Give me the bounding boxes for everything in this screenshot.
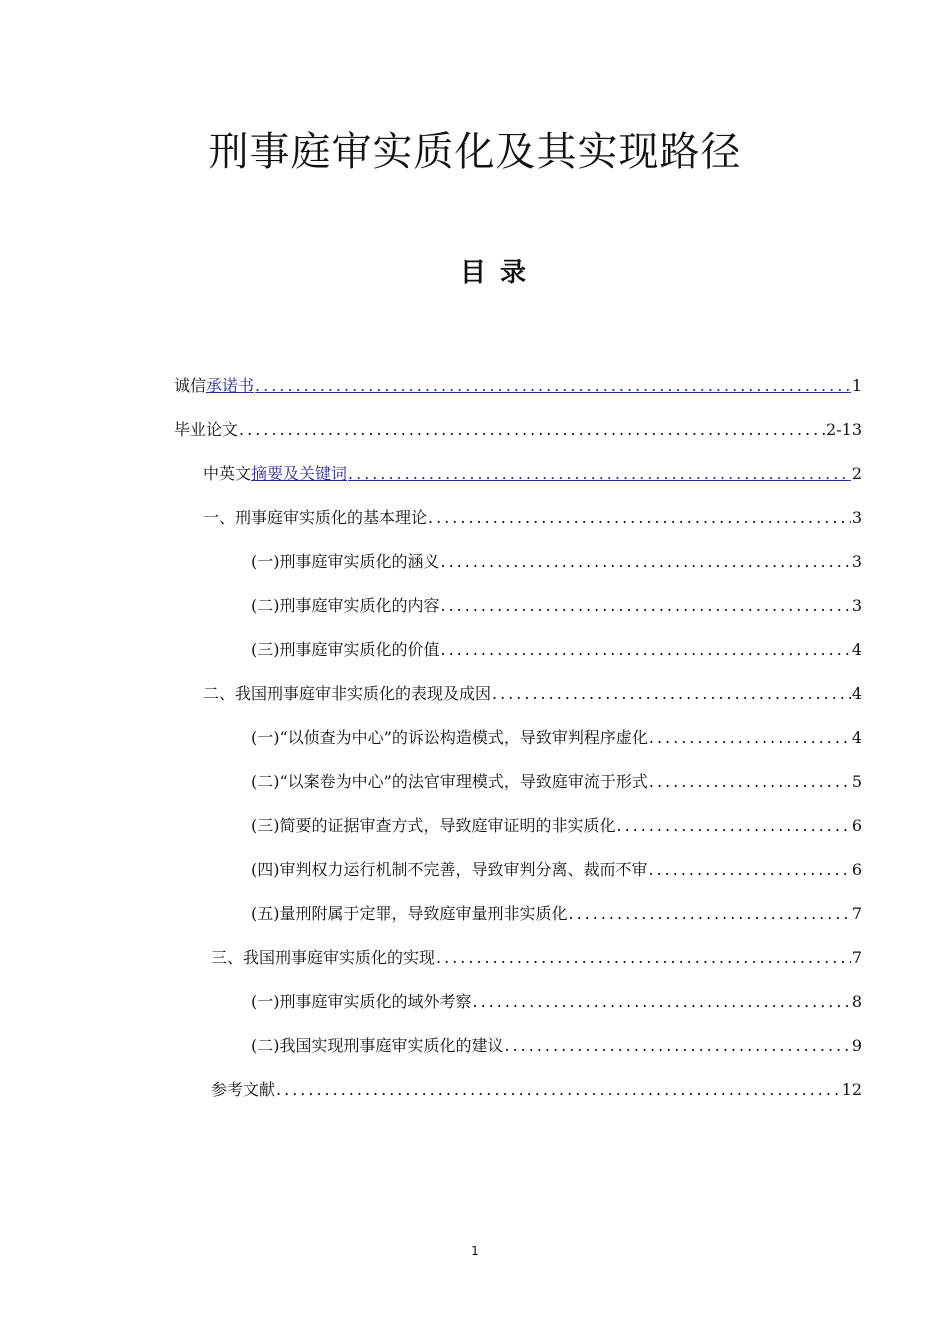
toc-entry-page: 8	[851, 992, 862, 1011]
toc-entry-label: 中英文摘要及关键词	[203, 464, 348, 483]
toc-entry-label: (一)刑事庭审实质化的涵义	[251, 552, 440, 571]
toc-entry[interactable]	[251, 768, 862, 796]
page-number: 1	[471, 1244, 479, 1258]
toc-entry[interactable]	[174, 372, 862, 400]
toc-dot-leader	[239, 416, 825, 444]
toc-entry-page: 4	[851, 728, 862, 747]
toc-entry[interactable]	[251, 592, 862, 620]
toc-entry-label: 一、刑事庭审实质化的基本理论	[203, 508, 428, 527]
toc-entry[interactable]	[251, 812, 862, 840]
toc-entry-page: 9	[851, 1036, 862, 1055]
toc-entry[interactable]	[251, 856, 862, 884]
toc-dot-leader	[348, 460, 851, 488]
toc-entry-page: 3	[851, 596, 862, 615]
toc-entry-page: 5	[851, 772, 862, 791]
toc-entry-page: 12	[841, 1080, 862, 1099]
toc-entry-label: 二、我国刑事庭审非实质化的表现及成因	[203, 684, 492, 703]
toc-entry-page: 6	[851, 860, 862, 879]
toc-entry-label: (三)刑事庭审实质化的价值	[251, 640, 440, 659]
toc-entry[interactable]	[203, 680, 862, 708]
toc-entry-label: 三、我国刑事庭审实质化的实现	[211, 948, 436, 967]
toc-dot-leader	[441, 592, 851, 620]
toc-entry-label: (一)“以侦查为中心”的诉讼构造模式，导致审判程序虚化	[251, 728, 648, 747]
toc-entry[interactable]	[174, 416, 862, 444]
toc-entry-label: (二)刑事庭审实质化的内容	[251, 596, 440, 615]
toc-dot-leader	[649, 724, 851, 752]
toc-entry-page: 1	[851, 376, 862, 395]
toc-entry-label: 毕业论文	[174, 420, 239, 439]
toc-entry-link[interactable]: 承诺书	[206, 376, 255, 395]
toc-entry[interactable]	[211, 944, 862, 972]
toc-entry[interactable]	[203, 460, 862, 488]
document-title: 刑事庭审实质化及其实现路径	[208, 129, 742, 175]
toc-entry-label: (二)我国实现刑事庭审实质化的建议	[251, 1036, 504, 1055]
toc-entry-link[interactable]: 摘要及关键词	[251, 464, 348, 483]
toc-entry-label: (三)简要的证据审查方式，导致庭审证明的非实质化	[251, 816, 616, 835]
toc-entry-label: 诚信承诺书	[174, 376, 255, 395]
toc-entry[interactable]	[251, 548, 862, 576]
toc-dot-leader	[255, 372, 851, 400]
toc-entry-label: (二)“以案卷为中心”的法官审理模式，导致庭审流于形式	[251, 772, 648, 791]
toc-entry[interactable]	[251, 724, 862, 752]
toc-heading: 目录	[459, 258, 540, 288]
toc-entry-page: 2	[851, 464, 862, 483]
toc-dot-leader	[441, 548, 851, 576]
toc-dot-leader	[569, 900, 851, 928]
toc-entry[interactable]	[251, 1032, 862, 1060]
toc-entry[interactable]	[251, 636, 862, 664]
toc-entry-page: 6	[851, 816, 862, 835]
toc-entry[interactable]	[251, 900, 862, 928]
toc-entry-page: 3	[851, 508, 862, 527]
toc-dot-leader	[428, 504, 851, 532]
toc-entry[interactable]	[211, 1076, 862, 1104]
toc-entry-page: 4	[851, 640, 862, 659]
toc-dot-leader	[649, 856, 851, 884]
toc-entry-page: 4	[851, 684, 862, 703]
toc-entry-page: 3	[851, 552, 862, 571]
toc-dot-leader	[436, 944, 851, 972]
toc-entry-page: 7	[851, 948, 862, 967]
toc-dot-leader	[492, 680, 851, 708]
toc-dot-leader	[505, 1032, 851, 1060]
toc-dot-leader	[276, 1076, 841, 1104]
toc-entry-label: 参考文献	[211, 1080, 276, 1099]
toc-entry[interactable]	[251, 988, 862, 1016]
toc-entry-page: 7	[851, 904, 862, 923]
toc-entry-label: (四)审判权力运行机制不完善，导致审判分离、裁而不审	[251, 860, 648, 879]
toc-entry-label: (五)量刑附属于定罪，导致庭审量刑非实质化	[251, 904, 568, 923]
toc-dot-leader	[473, 988, 851, 1016]
toc-dot-leader	[617, 812, 851, 840]
toc-dot-leader	[441, 636, 851, 664]
toc-entry-label: (一)刑事庭审实质化的域外考察	[251, 992, 472, 1011]
toc-entry[interactable]	[203, 504, 862, 532]
toc-dot-leader	[649, 768, 851, 796]
toc-entry-page: 2-13	[826, 420, 862, 439]
